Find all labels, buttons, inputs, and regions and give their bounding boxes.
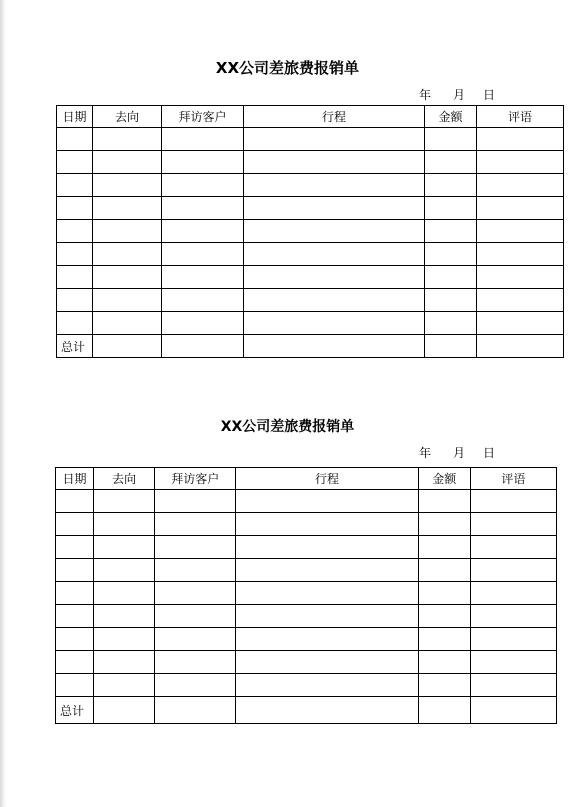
client-cell[interactable]: [155, 628, 236, 651]
itinerary-cell[interactable]: [236, 674, 418, 697]
itinerary-cell[interactable]: [236, 490, 418, 513]
table-row: [57, 266, 564, 289]
table-row: [57, 197, 564, 220]
date-line: [419, 444, 495, 461]
table-row: [56, 490, 557, 513]
total-itinerary-cell[interactable]: [236, 697, 418, 724]
amount-cell[interactable]: [418, 605, 470, 628]
date-cell[interactable]: [57, 266, 93, 289]
destination-cell[interactable]: [94, 582, 155, 605]
client-cell[interactable]: [155, 582, 236, 605]
destination-cell[interactable]: [94, 628, 155, 651]
total-comment-cell[interactable]: [477, 335, 564, 358]
amount-cell[interactable]: [418, 674, 470, 697]
date-cell[interactable]: [56, 628, 94, 651]
column-header-client: 拜访客户: [162, 106, 244, 128]
total-label: 总计: [56, 697, 94, 724]
client-cell[interactable]: [162, 220, 244, 243]
amount-cell[interactable]: [418, 559, 470, 582]
date-cell[interactable]: [56, 536, 94, 559]
total-amount-cell[interactable]: [418, 697, 470, 724]
date-cell[interactable]: [56, 513, 94, 536]
total-row: [57, 335, 564, 358]
itinerary-cell[interactable]: [244, 220, 425, 243]
comment-cell[interactable]: [477, 312, 564, 335]
destination-cell[interactable]: [93, 289, 162, 312]
destination-cell[interactable]: [93, 220, 162, 243]
column-header-itinerary: 行程: [244, 106, 425, 128]
total-destination-cell[interactable]: [93, 335, 162, 358]
table-row: [57, 128, 564, 151]
column-header-destination: 去向: [94, 468, 155, 490]
destination-cell[interactable]: [93, 266, 162, 289]
destination-cell[interactable]: [94, 490, 155, 513]
column-header-itinerary: 行程: [236, 468, 418, 490]
table-row: [57, 220, 564, 243]
client-cell[interactable]: [155, 490, 236, 513]
amount-cell[interactable]: [418, 536, 470, 559]
comment-cell[interactable]: [470, 651, 556, 674]
destination-cell[interactable]: [93, 174, 162, 197]
comment-cell[interactable]: [477, 151, 564, 174]
comment-cell[interactable]: [477, 243, 564, 266]
client-cell[interactable]: [162, 174, 244, 197]
amount-cell[interactable]: [425, 174, 477, 197]
comment-cell[interactable]: [470, 628, 556, 651]
itinerary-cell[interactable]: [244, 151, 425, 174]
comment-cell[interactable]: [477, 197, 564, 220]
column-header-date: 日期: [57, 106, 93, 128]
itinerary-cell[interactable]: [236, 605, 418, 628]
destination-cell[interactable]: [93, 312, 162, 335]
client-cell[interactable]: [155, 674, 236, 697]
client-cell[interactable]: [155, 513, 236, 536]
comment-cell[interactable]: [470, 674, 556, 697]
date-cell[interactable]: [56, 674, 94, 697]
itinerary-cell[interactable]: [236, 513, 418, 536]
client-cell[interactable]: [155, 605, 236, 628]
comment-cell[interactable]: [470, 605, 556, 628]
date-cell[interactable]: [57, 312, 93, 335]
amount-cell[interactable]: [425, 151, 477, 174]
amount-cell[interactable]: [425, 312, 477, 335]
amount-cell[interactable]: [418, 582, 470, 605]
date-line: [419, 86, 495, 103]
table-row: [56, 536, 557, 559]
comment-cell[interactable]: [477, 266, 564, 289]
date-cell[interactable]: [56, 605, 94, 628]
itinerary-cell[interactable]: [236, 559, 418, 582]
total-destination-cell[interactable]: [94, 697, 155, 724]
table-row: [57, 174, 564, 197]
comment-cell[interactable]: [477, 174, 564, 197]
table-row: [57, 243, 564, 266]
comment-cell[interactable]: [477, 220, 564, 243]
itinerary-cell[interactable]: [244, 243, 425, 266]
form-title: XX公司差旅费报销单: [215, 59, 360, 77]
itinerary-cell[interactable]: [244, 128, 425, 151]
amount-cell[interactable]: [425, 243, 477, 266]
column-header-destination: 去向: [93, 106, 162, 128]
expense-table: [55, 467, 557, 724]
date-cell[interactable]: [56, 651, 94, 674]
destination-cell[interactable]: [94, 605, 155, 628]
client-cell[interactable]: [162, 128, 244, 151]
day-label: 日: [483, 88, 496, 102]
client-cell[interactable]: [162, 266, 244, 289]
destination-cell[interactable]: [93, 197, 162, 220]
table-row: [56, 582, 557, 605]
total-comment-cell[interactable]: [470, 697, 556, 724]
table-row: [56, 628, 557, 651]
year-label: 年: [419, 446, 432, 460]
page-left-edge: [0, 0, 6, 807]
comment-cell[interactable]: [470, 559, 556, 582]
itinerary-cell[interactable]: [244, 266, 425, 289]
month-label: 月: [453, 446, 466, 460]
client-cell[interactable]: [162, 312, 244, 335]
client-cell[interactable]: [162, 197, 244, 220]
amount-cell[interactable]: [425, 197, 477, 220]
destination-cell[interactable]: [93, 128, 162, 151]
column-header-comment: 评语: [477, 106, 564, 128]
amount-cell[interactable]: [418, 628, 470, 651]
date-cell[interactable]: [57, 220, 93, 243]
client-cell[interactable]: [162, 243, 244, 266]
year-label: 年: [419, 88, 432, 102]
date-cell[interactable]: [57, 174, 93, 197]
comment-cell[interactable]: [477, 289, 564, 312]
itinerary-cell[interactable]: [244, 197, 425, 220]
amount-cell[interactable]: [418, 513, 470, 536]
total-client-cell[interactable]: [155, 697, 236, 724]
column-header-client: 拜访客户: [155, 468, 236, 490]
total-client-cell[interactable]: [162, 335, 244, 358]
client-cell[interactable]: [155, 536, 236, 559]
form-title: XX公司差旅费报销单: [220, 419, 355, 435]
date-cell[interactable]: [56, 490, 94, 513]
client-cell[interactable]: [155, 651, 236, 674]
total-label: 总计: [57, 335, 93, 358]
table-row: [57, 289, 564, 312]
total-amount-cell[interactable]: [425, 335, 477, 358]
destination-cell[interactable]: [94, 513, 155, 536]
date-cell[interactable]: [57, 289, 93, 312]
amount-cell[interactable]: [418, 651, 470, 674]
date-cell[interactable]: [56, 582, 94, 605]
destination-cell[interactable]: [94, 536, 155, 559]
expense-table: [56, 105, 564, 358]
itinerary-cell[interactable]: [244, 289, 425, 312]
amount-cell[interactable]: [425, 220, 477, 243]
header-row: [57, 106, 564, 128]
itinerary-cell[interactable]: [244, 312, 425, 335]
amount-cell[interactable]: [425, 289, 477, 312]
date-cell[interactable]: [57, 128, 93, 151]
amount-cell[interactable]: [418, 490, 470, 513]
table-row: [56, 605, 557, 628]
client-cell[interactable]: [162, 151, 244, 174]
column-header-comment: 评语: [470, 468, 556, 490]
destination-cell[interactable]: [94, 559, 155, 582]
table-row: [56, 674, 557, 697]
comment-cell[interactable]: [470, 536, 556, 559]
comment-cell[interactable]: [470, 513, 556, 536]
itinerary-cell[interactable]: [236, 536, 418, 559]
amount-cell[interactable]: [425, 128, 477, 151]
itinerary-cell[interactable]: [236, 651, 418, 674]
destination-cell[interactable]: [93, 243, 162, 266]
month-label: 月: [453, 88, 466, 102]
column-header-amount: 金额: [418, 468, 470, 490]
column-header-amount: 金额: [425, 106, 477, 128]
destination-cell[interactable]: [94, 651, 155, 674]
date-cell[interactable]: [57, 197, 93, 220]
day-label: 日: [483, 446, 496, 460]
itinerary-cell[interactable]: [236, 628, 418, 651]
total-itinerary-cell[interactable]: [244, 335, 425, 358]
total-row: [56, 697, 557, 724]
destination-cell[interactable]: [94, 674, 155, 697]
date-cell[interactable]: [57, 151, 93, 174]
header-row: [56, 468, 557, 490]
comment-cell[interactable]: [470, 582, 556, 605]
itinerary-cell[interactable]: [244, 174, 425, 197]
table-row: [56, 559, 557, 582]
table-row: [56, 513, 557, 536]
table-row: [57, 312, 564, 335]
destination-cell[interactable]: [93, 151, 162, 174]
comment-cell[interactable]: [477, 128, 564, 151]
date-cell[interactable]: [56, 559, 94, 582]
table-row: [56, 651, 557, 674]
itinerary-cell[interactable]: [236, 582, 418, 605]
client-cell[interactable]: [162, 289, 244, 312]
amount-cell[interactable]: [425, 266, 477, 289]
date-cell[interactable]: [57, 243, 93, 266]
comment-cell[interactable]: [470, 490, 556, 513]
column-header-date: 日期: [56, 468, 94, 490]
table-row: [57, 151, 564, 174]
client-cell[interactable]: [155, 559, 236, 582]
